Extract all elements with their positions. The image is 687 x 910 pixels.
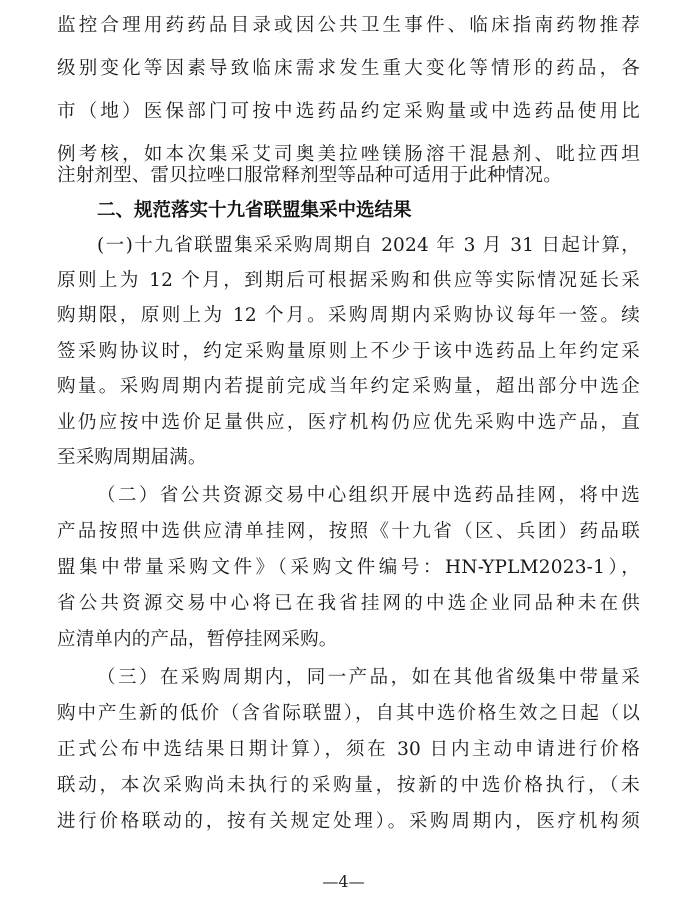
text-line: （三）在采购周期内，同一产品，如在其他省级集中带量采 bbox=[97, 667, 640, 688]
text-line: 市（地）医保部门可按中选药品约定采购量或中选药品使用比 bbox=[57, 101, 640, 122]
text-line: 级别变化等因素导致临床需求发生重大变化等情形的药品，各 bbox=[57, 58, 640, 79]
text-line: (一)十九省联盟集采采购周期自 2024 年 3 月 31 日起计算， bbox=[97, 235, 640, 256]
text-line: 业仍应按中选价足量供应，医疗机构仍应优先采购中选产品，直 bbox=[57, 412, 640, 433]
text-line: 购中产生新的低价（含省际联盟），自其中选价格生效之日起（以 bbox=[57, 703, 640, 724]
text-line: 正式公布中选结果日期计算），须在 30 日内主动申请进行价格 bbox=[57, 739, 640, 760]
text-line: 监控合理用药药品目录或因公共卫生事件、临床指南药物推荐 bbox=[57, 15, 640, 36]
text-line: 注射剂型、雷贝拉唑口服常释剂型等品种可适用于此种情况。 bbox=[57, 165, 562, 186]
text-line: 进行价格联动的，按有关规定处理）。采购周期内，医疗机构须 bbox=[57, 811, 640, 832]
text-line: 签采购协议时，约定采购量原则上不少于该中选药品上年约定采 bbox=[57, 341, 640, 362]
text-line: 产品按照中选供应清单挂网，按照《十九省（区、兵团）药品联 bbox=[57, 521, 640, 542]
text-line: 省公共资源交易中心将已在我省挂网的中选企业同品种未在供 bbox=[57, 593, 640, 614]
text-line: 原则上为 12 个月，到期后可根据采购和供应等实际情况延长采 bbox=[57, 270, 640, 291]
text-line: 购期限，原则上为 12 个月。采购周期内采购协议每年一签。续 bbox=[57, 305, 640, 326]
text-line: 例考核，如本次集采艾司奥美拉唑镁肠溶干混悬剂、吡拉西坦 bbox=[57, 144, 640, 165]
page-number: —4— bbox=[322, 872, 365, 891]
text-line: 购量。采购周期内若提前完成当年约定采购量，超出部分中选企 bbox=[57, 376, 640, 397]
text-line: （二）省公共资源交易中心组织开展中选药品挂网，将中选 bbox=[97, 485, 640, 506]
text-line: 盟集中带量采购文件》（采购文件编号：HN-YPLM2023-1）， bbox=[57, 557, 640, 578]
text-line: 联动，本次采购尚未执行的采购量，按新的中选价格执行，（未 bbox=[57, 775, 640, 796]
text-line: 至采购周期届满。 bbox=[57, 447, 207, 468]
text-line: 应清单内的产品，暂停挂网采购。 bbox=[57, 629, 338, 650]
section-heading: 二、规范落实十九省联盟集采中选结果 bbox=[97, 200, 412, 221]
